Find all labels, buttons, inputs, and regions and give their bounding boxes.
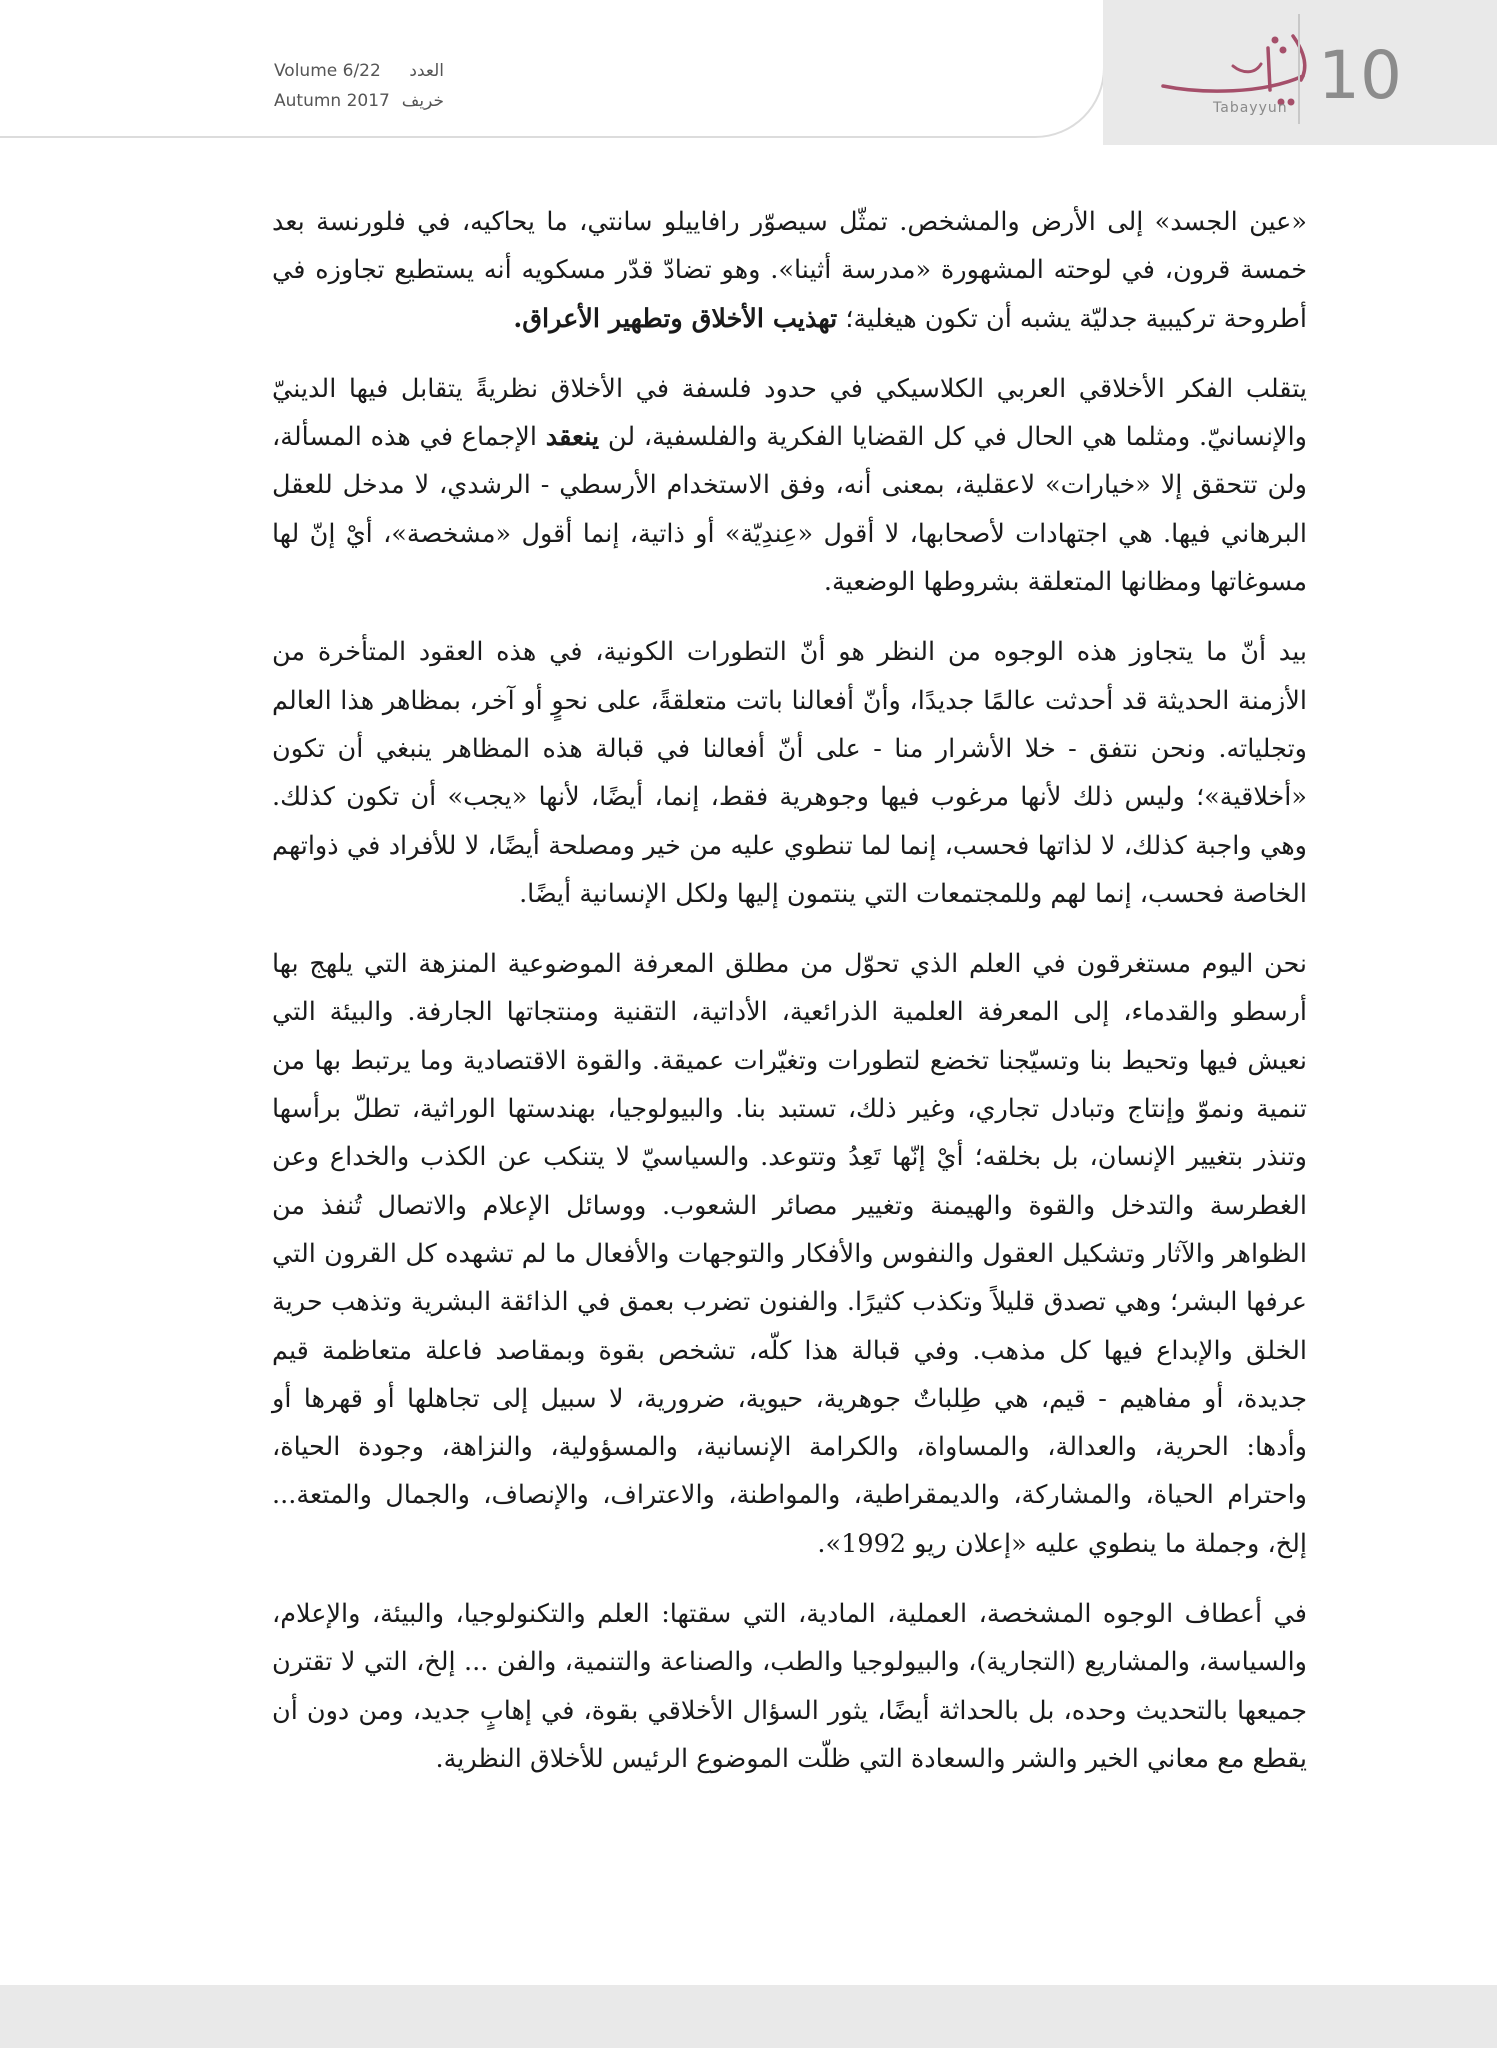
season-row xyxy=(274,86,444,116)
logo-panel xyxy=(1103,0,1497,145)
paragraph-1-bold: تهذيب الأخلاق وتطهير الأعراق. xyxy=(513,303,838,334)
paragraph-5: في أعطاف الوجوه المشخصة، العملية، المادية، التي سقتها: العلم والتكنولوجيا، والبيئة، والإعلام، والسياسة، والمشاريع (التجارية)، والبيولوجيا والطب، والصناعة والتنمية، والفن ... إلخ، التي لا تقترن جميعها بالتحديث وحده، بل بالحداثة أيضًا، يثور السؤال الأخلاقي بقوة، في إهابٍ جديد، ومن دون أن يقطع مع معاني الخير والشر والسعادة التي ظلّت الموضوع الرئيس للأخلاق النظرية. xyxy=(272,1599,1307,1774)
header-divider xyxy=(1298,14,1300,124)
paragraph-2-text-a: يتقلب الفكر الأخلاقي العربي الكلاسيكي في حدود فلسفة في الأخلاق نظريةً يتقابل فيها الدينيّ والإنسانيّ. ومثلما هي الحال في كل القضايا الفكرية والفلسفية، لن xyxy=(272,373,1307,453)
paragraph-2 xyxy=(272,365,1307,606)
article-body xyxy=(272,198,1307,1805)
season-en: Autumn 2017 xyxy=(274,91,390,111)
page-number: 10 xyxy=(1318,37,1402,114)
season-ar: خريف xyxy=(401,91,444,111)
logo-text-en: Tabayyun xyxy=(1213,100,1288,116)
paragraph-1 xyxy=(272,198,1307,343)
issue-info xyxy=(274,56,444,116)
paragraph-3: بيد أنّ ما يتجاوز هذه الوجوه من النظر هو أنّ التطورات الكونية، في هذه العقود المتأخرة من الأزمنة الحديثة قد أحدثت عالمًا جديدًا، وأنّ أفعالنا باتت متعلقةً، على نحوٍ أو آخر، بمظاهر هذا العالم وتجلياته. ونحن نتفق - خلا الأشرار منا - على أنّ أفعالنا في قبالة هذه المظاهر ينبغي أن تكون «أخلاقية»؛ وليس ذلك لأنها مرغوب فيها وجوهرية فقط، إنما، أيضًا، لأنها «يجب» أن تكون كذلك. وهي واجبة كذلك، لا لذاتها فحسب، إنما لما تنطوي عليه من خير ومصلحة أيضًا، لا للأفراد في ذواتهم الخاصة فحسب، إنما لهم وللمجتمعات التي ينتمون إليها ولكل الإنسانية أيضًا. xyxy=(272,637,1307,909)
paragraph-1-text: «عين الجسد» إلى الأرض والمشخص. تمثّل سيصوّر رافاييلو سانتي، ما يحاكيه، في فلورنسة بعد خمسة قرون، في لوحته المشهورة «مدرسة أثينا». وهو تضادّ قدّر مسكويه أنه يستطيع تجاوزه في أطروحة تركيبية جدليّة يشبه أن تكون هيغلية؛ xyxy=(272,207,1307,334)
issue-row xyxy=(274,56,444,86)
issue-label-ar: العدد xyxy=(409,61,444,81)
running-header xyxy=(0,0,1105,138)
paragraph-4: نحن اليوم مستغرقون في العلم الذي تحوّل من مطلق المعرفة الموضوعية المنزهة التي يلهج بها أرسطو والقدماء، إلى المعرفة العلمية الذرائعية، الأداتية، التقنية ومنتجاتها الجارفة. والبيئة التي نعيش فيها وتحيط بنا وتسيّجنا تخضع لتطورات وتغيّرات عميقة. والقوة الاقتصادية وما يرتبط بها من تنمية ونموّ وإنتاج وتبادل تجاري، وغير ذلك، تستبد بنا. والبيولوجيا، بهندستها الوراثية، تطلّ برأسها وتنذر بتغيير الإنسان، بل بخلقه؛ أيْ إنّها تَعِدُ وتتوعد. والسياسيّ لا يتنكب عن الكذب والخداع وعن الغطرسة والتدخل والقوة والهيمنة وتغيير مصائر الشعوب. ووسائل الإعلام والاتصال تُنفذ من الظواهر والآثار وتشكيل العقول والنفوس والأفكار والتوجهات والأفعال ما لم تشهده كل القرون التي عرفها البشر؛ وهي تصدق قليلاً وتكذب كثيرًا. والفنون تضرب بعمق في الذائقة البشرية وتذهب حرية الخلق والإبداع فيها كل مذهب. وفي قبالة هذا كلّه، تشخص بقوة وبمقاصد فاعلة متعاظمة قيم جديدة، أو مفاهيم - قيم، هي طِلباتٌ جوهرية، حيوية، ضرورية، لا سبيل إلى تجاهلها أو قهرها أو وأدها: الحرية، والعدالة، والمساواة، والكرامة الإنسانية، والمسؤولية، والنزاهة، وجودة الحياة، واحترام الحياة، والمشاركة، والديمقراطية، والمواطنة، والاعتراف، والإنصاف، والجمال والمتعة... إلخ، وجملة ما ينطوي عليه «إعلان ريو 1992». xyxy=(272,949,1307,1559)
paragraph-2-text-b: الإجماع في هذه المسألة، ولن تتحقق إلا «خيارات» لاعقلية، بمعنى أنه، وفق الاستخدام الأرسطي - الرشدي، لا مدخل للعقل البرهاني فيها. هي اجتهادات لأصحابها، لا أقول «عِندِيّة» أو ذاتية، إنما أقول «مشخصة»، أيْ إنّ لها مسوغاتها ومظانها المتعلقة بشروطها الوضعية. xyxy=(272,422,1307,598)
volume-label: Volume 6/22 xyxy=(274,61,381,81)
footer-band xyxy=(0,1985,1497,2048)
paragraph-2-bold: ينعقد xyxy=(545,422,600,453)
journal-logo-icon xyxy=(1143,28,1343,108)
